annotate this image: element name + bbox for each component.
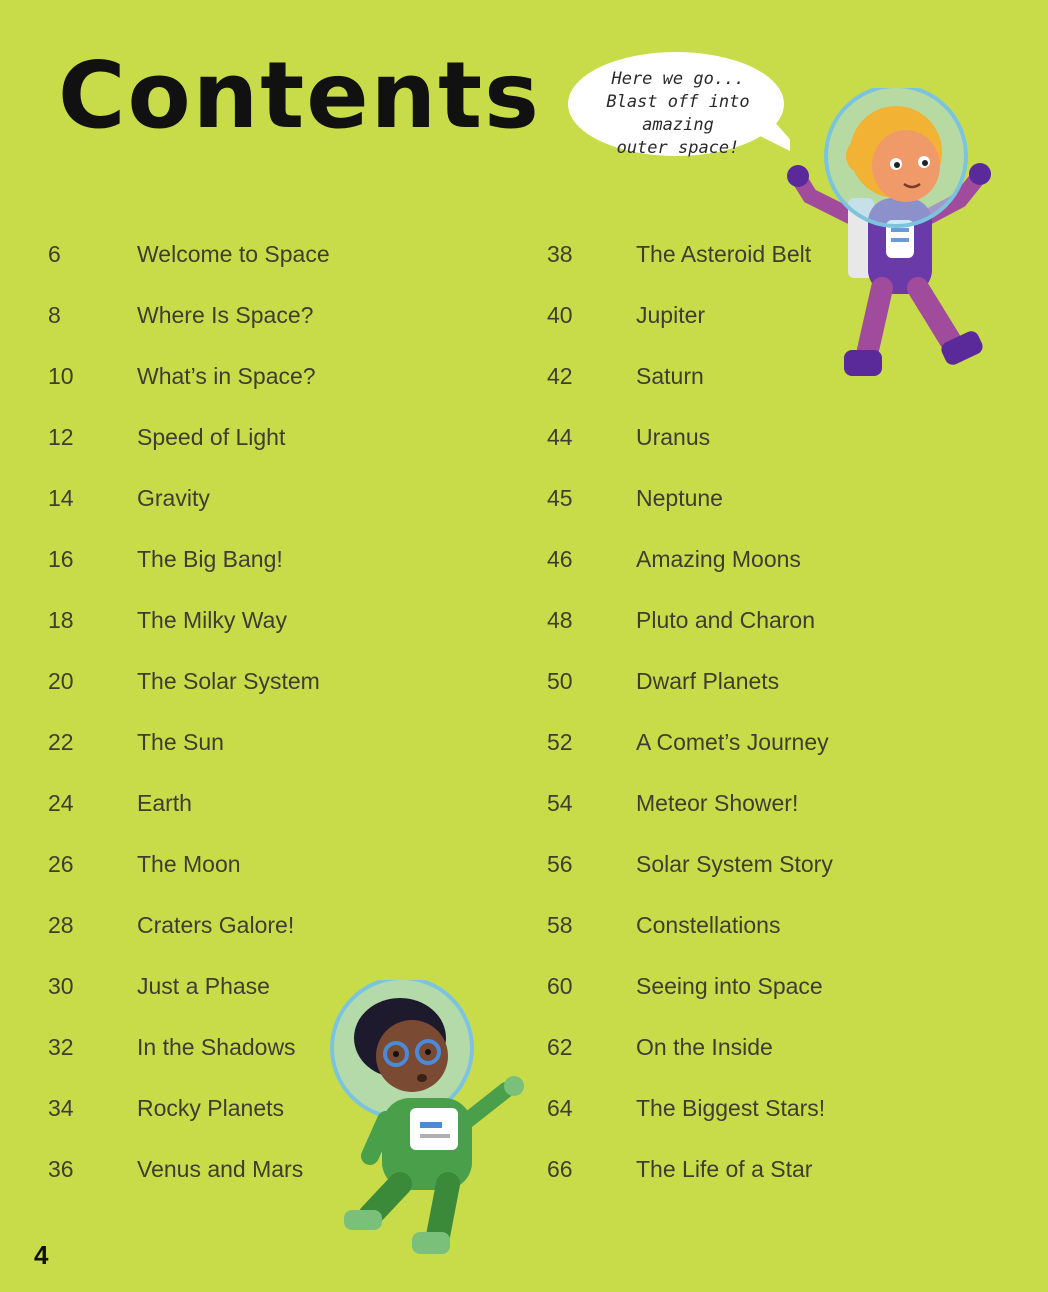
speech-line: outer space! (616, 138, 740, 158)
toc-title: The Milky Way (137, 607, 287, 633)
toc-title: In the Shadows (137, 1034, 296, 1060)
toc-page-number: 45 (547, 485, 573, 511)
toc-entry (48, 712, 488, 773)
toc-title: Speed of Light (137, 424, 286, 450)
toc-entry (547, 407, 987, 468)
toc-entry (547, 1017, 987, 1078)
toc-title: Jupiter (636, 302, 706, 328)
toc-page-number: 18 (48, 607, 74, 633)
toc-entry (48, 651, 488, 712)
toc-page-number: 46 (547, 546, 573, 572)
toc-title: Just a Phase (137, 973, 270, 999)
toc-entry (48, 590, 488, 651)
toc-page-number: 32 (48, 1034, 74, 1060)
toc-entry (48, 1017, 488, 1078)
toc-title: Earth (137, 790, 192, 816)
toc-page-number: 24 (48, 790, 74, 816)
toc-title: Amazing Moons (636, 546, 801, 572)
toc-page-number: 54 (547, 790, 573, 816)
toc-page-number: 66 (547, 1156, 573, 1182)
toc-entry (547, 346, 987, 407)
toc-entry (48, 468, 488, 529)
toc-right-column (547, 224, 987, 1200)
toc-page-number: 26 (48, 851, 74, 877)
toc-title: A Comet’s Journey (636, 729, 829, 755)
toc-page-number: 12 (48, 424, 74, 450)
toc-page-number: 34 (48, 1095, 74, 1121)
toc-left-column (48, 224, 488, 1200)
toc-entry (547, 1078, 987, 1139)
toc-title: Seeing into Space (636, 973, 823, 999)
toc-title: Dwarf Planets (636, 668, 780, 694)
toc-page-number: 50 (547, 668, 573, 694)
toc-page-number: 48 (547, 607, 573, 633)
toc-entry (547, 285, 987, 346)
toc-page-number: 56 (547, 851, 573, 877)
toc-title: The Biggest Stars! (636, 1095, 826, 1121)
toc-entry (48, 346, 488, 407)
toc-entry (547, 224, 987, 285)
toc-page-number: 16 (48, 546, 74, 572)
toc-title: Constellations (636, 912, 781, 938)
toc-entry (547, 956, 987, 1017)
toc-entry (48, 529, 488, 590)
toc-page-number: 14 (48, 485, 74, 511)
toc-title: Welcome to Space (137, 241, 330, 267)
toc-title: The Moon (137, 851, 241, 877)
toc-page-number: 36 (48, 1156, 74, 1182)
page-title: Contents (58, 42, 541, 149)
toc-title: The Big Bang! (137, 546, 283, 572)
toc-entry (48, 285, 488, 346)
toc-title: On the Inside (636, 1034, 773, 1060)
toc-entry (48, 834, 488, 895)
toc-entry (547, 651, 987, 712)
toc-title: Neptune (636, 485, 723, 511)
toc-page-number: 64 (547, 1095, 573, 1121)
speech-bubble-text (566, 68, 790, 160)
toc-title: Meteor Shower! (636, 790, 799, 816)
toc-title: Venus and Mars (137, 1156, 304, 1182)
toc-entry (48, 773, 488, 834)
toc-entry (547, 773, 987, 834)
toc-title: Where Is Space? (137, 302, 314, 328)
toc-entry (48, 407, 488, 468)
toc-entry (48, 224, 488, 285)
toc-title: What’s in Space? (137, 363, 316, 389)
toc-title: The Sun (137, 729, 224, 755)
toc-page-number: 6 (48, 241, 61, 267)
toc-entry (48, 895, 488, 956)
toc-page-number: 40 (547, 302, 573, 328)
toc-title: Craters Galore! (137, 912, 295, 938)
toc-title: Pluto and Charon (636, 607, 816, 633)
toc-title: Uranus (636, 424, 711, 450)
toc-page-number: 20 (48, 668, 74, 694)
toc-page-number: 10 (48, 363, 74, 389)
toc-entry (48, 956, 488, 1017)
toc-entry (547, 590, 987, 651)
toc-page-number: 22 (48, 729, 74, 755)
toc-page-number: 8 (48, 302, 61, 328)
toc-title: Rocky Planets (137, 1095, 285, 1121)
toc-page-number: 60 (547, 973, 573, 999)
toc-page-number: 44 (547, 424, 573, 450)
toc-page-number: 52 (547, 729, 573, 755)
toc-entry (547, 1139, 987, 1200)
toc-page-number: 62 (547, 1034, 573, 1060)
toc-title: The Life of a Star (636, 1156, 813, 1182)
toc-page-number: 28 (48, 912, 74, 938)
toc-title: The Solar System (137, 668, 320, 694)
toc-page-number: 58 (547, 912, 573, 938)
toc-entry (547, 895, 987, 956)
toc-title: Gravity (137, 485, 210, 511)
toc-title: Solar System Story (636, 851, 833, 877)
toc-entry (547, 529, 987, 590)
speech-line: Blast off into amazing (606, 92, 750, 135)
toc-page-number: 30 (48, 973, 74, 999)
toc-entry (547, 834, 987, 895)
toc-entry (48, 1078, 488, 1139)
toc-entry (547, 468, 987, 529)
toc-title: Saturn (636, 363, 704, 389)
toc-page-number: 42 (547, 363, 573, 389)
toc-entry (48, 1139, 488, 1200)
toc-entry (547, 712, 987, 773)
toc-page-number: 38 (547, 241, 573, 267)
page-number: 4 (34, 1240, 49, 1270)
speech-line: Here we go... (611, 69, 745, 89)
toc-title: The Asteroid Belt (636, 241, 812, 267)
